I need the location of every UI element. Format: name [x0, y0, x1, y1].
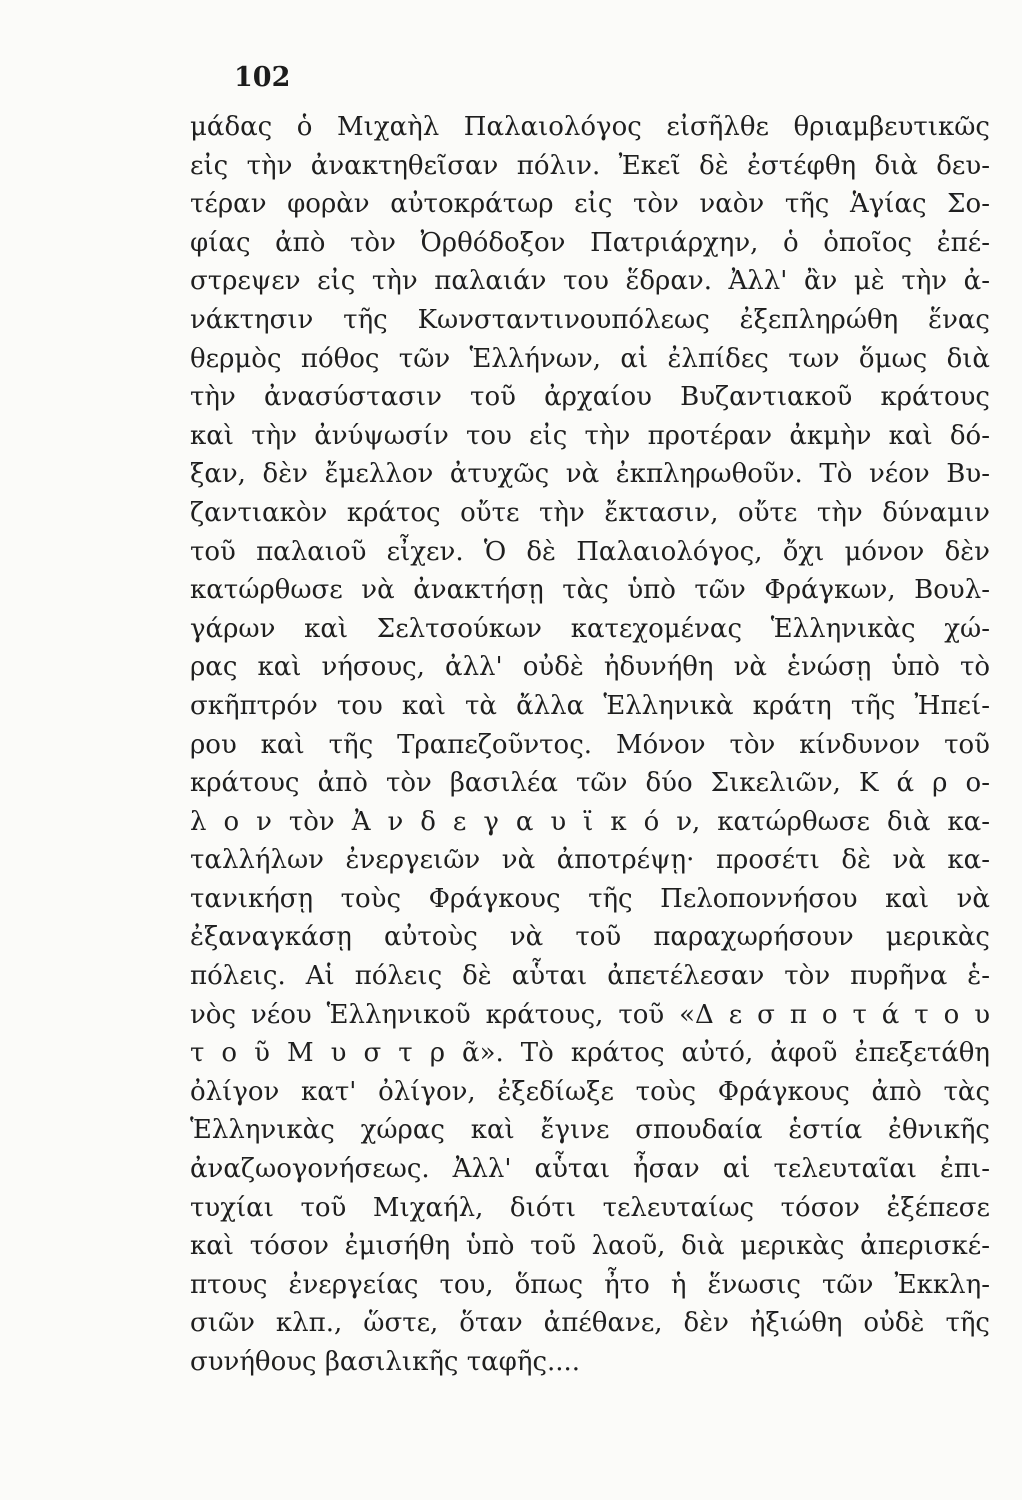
text-line: ἀναζωογονήσεως. Ἀλλ' αὗται ἦσαν αἱ τελευταῖαι ἐπι- — [190, 1154, 990, 1185]
text-line: συνήθους βασιλικῆς ταφῆς.... — [190, 1347, 581, 1377]
text-line: καὶ τὴν ἀνύψωσίν του εἰς τὴν προτέραν ἀκμὴν καὶ δό- — [190, 420, 990, 451]
text-line: ὀλίγον κατ' ὀλίγον, ἐξεδίωξε τοὺς Φράγκους ἀπὸ τὰς — [190, 1076, 990, 1107]
text-line: εἰς τὴν ἀνακτηθεῖσαν πόλιν. Ἐκεῖ δὲ ἐστέφθη διὰ δευ- — [190, 150, 990, 181]
text-line: κατώρθωσε νὰ ἀνακτήσῃ τὰς ὑπὸ τῶν Φράγκων, Βουλ- — [190, 575, 990, 606]
text-line: ζαντιακὸν κράτος οὔτε τὴν ἔκτασιν, οὔτε τὴν δύναμιν — [190, 497, 990, 528]
text-line: ξαν, δὲν ἔμελλον ἀτυχῶς νὰ ἐκπληρωθοῦν. Τὸ νέον Βυ- — [190, 459, 990, 490]
text-line: σκῆπτρόν του καὶ τὰ ἄλλα Ἑλληνικὰ κράτη τῆς Ἠπεί- — [190, 690, 990, 721]
text-line: νὸς νέου Ἑλληνικοῦ κράτους, τοῦ «Δ ε σ π ο τ ά τ ο υ — [190, 999, 990, 1030]
text-line: Ἑλληνικὰς χώρας καὶ ἔγινε σπουδαία ἑστία ἐθνικῆς — [190, 1115, 990, 1146]
text-line: τὴν ἀνασύστασιν τοῦ ἀρχαίου Βυζαντιακοῦ κράτους — [190, 382, 990, 413]
text-line: ρας καὶ νήσους, ἀλλ' οὐδὲ ἠδυνήθη νὰ ἑνώσῃ ὑπὸ τὸ — [190, 652, 990, 683]
text-line: γάρων καὶ Σελτσούκων κατεχομένας Ἑλληνικὰς χώ- — [190, 613, 990, 644]
body-text — [190, 108, 990, 1382]
text-line: φίας ἀπὸ τὸν Ὀρθόδοξον Πατριάρχην, ὁ ὁποῖος ἐπέ- — [190, 227, 990, 258]
text-line: ἐξαναγκάσῃ αὐτοὺς νὰ τοῦ παραχωρήσουν μερικὰς — [190, 922, 990, 953]
text-line: τανικήσῃ τοὺς Φράγκους τῆς Πελοποννήσου καὶ νὰ — [190, 883, 990, 914]
text-line: σιῶν κλπ., ὥστε, ὅταν ἀπέθανε, δὲν ἠξιώθη οὐδὲ τῆς — [190, 1308, 990, 1339]
page-number: 102 — [234, 62, 291, 93]
text-line: τοῦ παλαιοῦ εἶχεν. Ὁ δὲ Παλαιολόγος, ὄχι μόνον δὲν — [190, 536, 990, 567]
text-line: τυχίαι τοῦ Μιχαήλ, διότι τελευταίως τόσον ἐξέπεσε — [190, 1192, 990, 1223]
text-line: θερμὸς πόθος τῶν Ἑλλήνων, αἱ ἐλπίδες των ὅμως διὰ — [190, 343, 990, 374]
text-line: τέραν φορὰν αὐτοκράτωρ εἰς τὸν ναὸν τῆς Ἁγίας Σο- — [190, 189, 990, 220]
text-line: ρου καὶ τῆς Τραπεζοῦντος. Μόνον τὸν κίνδυνον τοῦ — [190, 729, 990, 760]
text-line: κράτους ἀπὸ τὸν βασιλέα τῶν δύο Σικελιῶν, Κ ά ρ ο- — [190, 768, 990, 799]
text-line: στρεψεν εἰς τὴν παλαιάν του ἕδραν. Ἀλλ' ἂν μὲ τὴν ἀ- — [190, 266, 990, 297]
text-line: πτους ἐνεργείας του, ὅπως ἦτο ἡ ἕνωσις τῶν Ἐκκλη- — [190, 1269, 990, 1300]
text-line: λ ο ν τὸν Ἀ ν δ ε γ α υ ϊ κ ό ν, κατώρθωσε διὰ κα- — [190, 806, 990, 837]
text-line: νάκτησιν τῆς Κωνσταντινουπόλεως ἐξεπληρώθη ἕνας — [190, 304, 990, 335]
text-line: μάδας ὁ Μιχαὴλ Παλαιολόγος εἰσῆλθε θριαμβευτικῶς — [190, 112, 990, 142]
text-line: τ ο ῦ Μ υ σ τ ρ ᾶ». Τὸ κράτος αὐτό, ἀφοῦ ἐπεξετάθη — [190, 1038, 990, 1069]
text-line: πόλεις. Αἱ πόλεις δὲ αὗται ἀπετέλεσαν τὸν πυρῆνα ἑ- — [190, 961, 990, 992]
text-line: ταλλήλων ἐνεργειῶν νὰ ἀποτρέψῃ· προσέτι δὲ νὰ κα- — [190, 845, 990, 876]
text-line: καὶ τόσον ἐμισήθη ὑπὸ τοῦ λαοῦ, διὰ μερικὰς ἀπερισκέ- — [190, 1231, 990, 1262]
